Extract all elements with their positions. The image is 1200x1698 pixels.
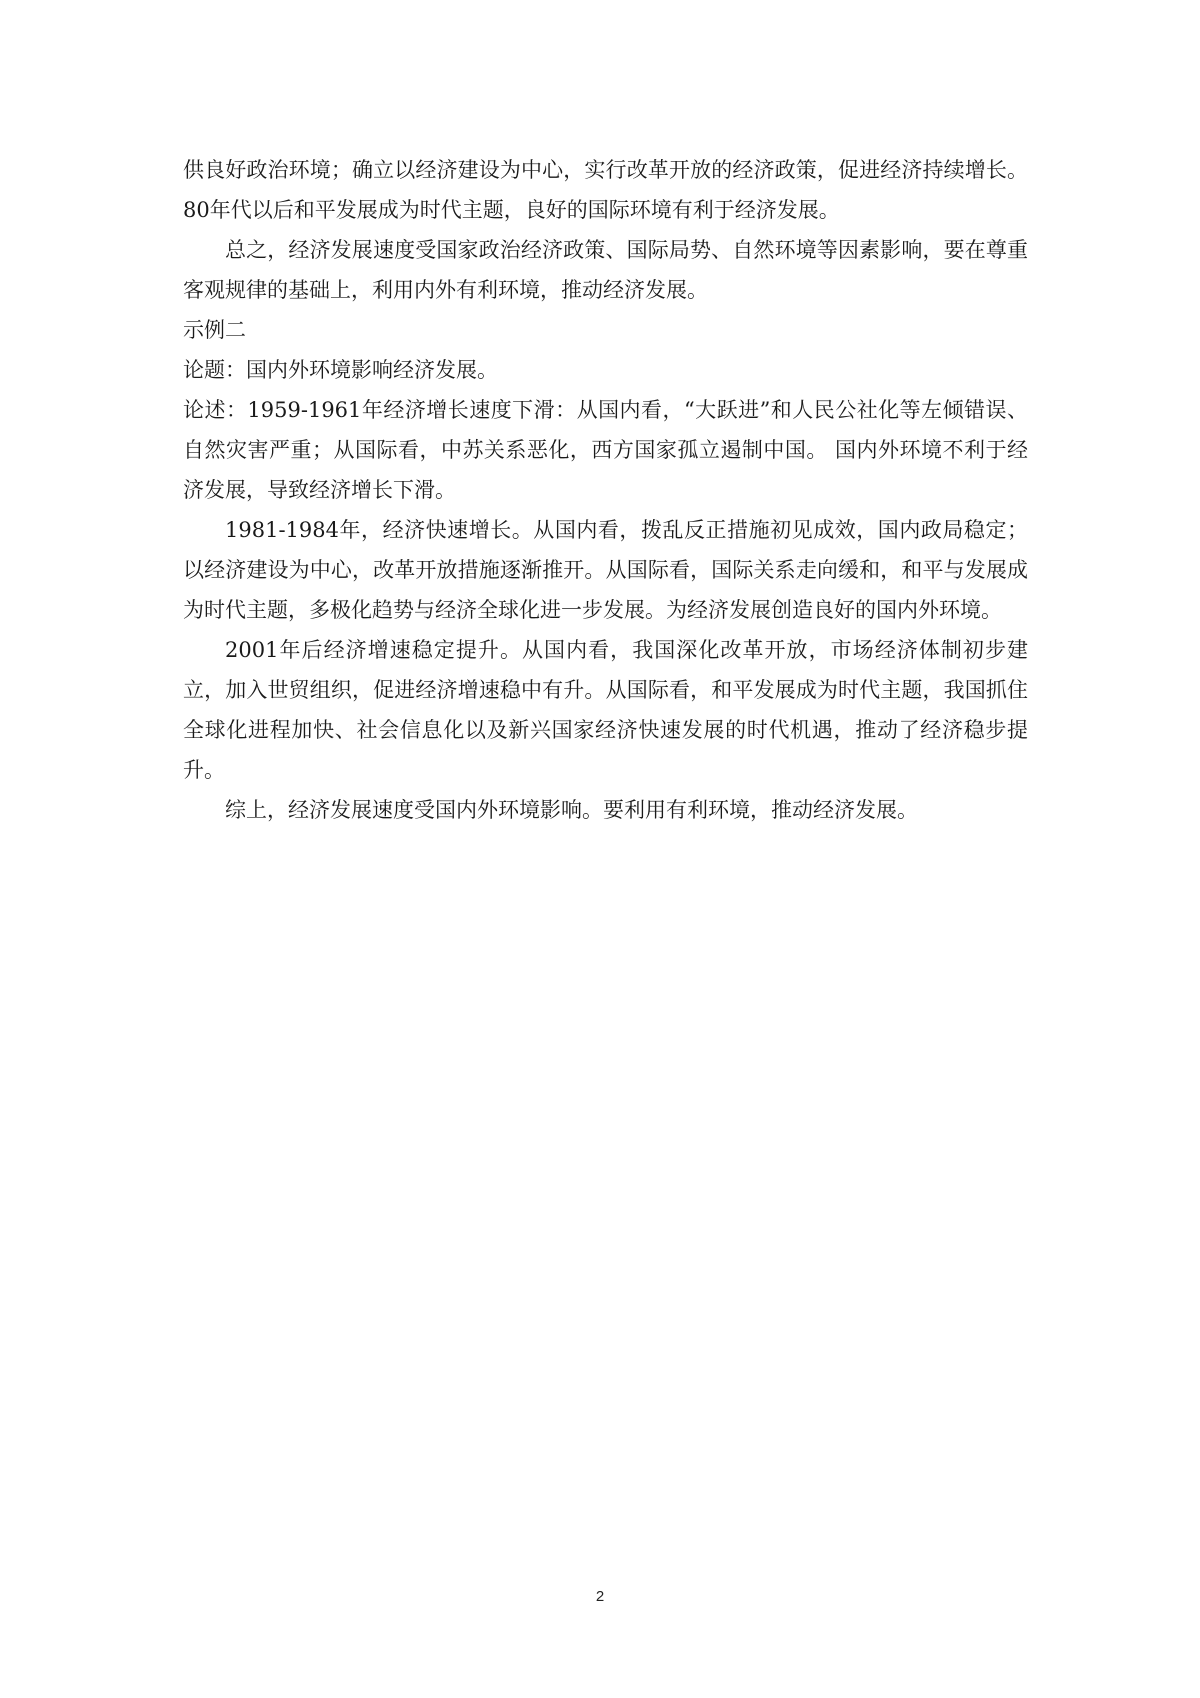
page-number: 2 [595,1588,605,1605]
argument-paragraph-1981: 1981-1984年，经济快速增长。从国内看，拨乱反正措施初见成效，国内政局稳定；以经济建设为中心，改革开放措施逐渐推开。从国际看，国际关系走向缓和，和平与发展成为时代主题，多极化趋势与经济全球化进一步发展。为经济发展创造良好的国内外环境。 [183,518,1028,622]
argument-paragraph-2001: 2001年后经济增速稳定提升。从国内看，我国深化改革开放，市场经济体制初步建立，加入世贸组织，促进经济增速稳中有升。从国际看，和平发展成为时代主题，我国抓住全球化进程加快、社会信息化以及新兴国家经济快速发展的时代机遇，推动了经济稳步提升。 [183,638,1028,782]
paragraph-continuation: 供良好政治环境；确立以经济建设为中心，实行改革开放的经济政策，促进经济持续增长。80年代以后和平发展成为时代主题，良好的国际环境有利于经济发展。 [183,158,1028,222]
paragraph-summary: 总之，经济发展速度受国家政治经济政策、国际局势、自然环境等因素影响，要在尊重客观规律的基础上，利用内外有利环境，推动经济发展。 [183,238,1028,302]
document-body [183,150,1028,830]
conclusion-paragraph: 综上，经济发展速度受国内外环境影响。要利用有利环境，推动经济发展。 [225,798,918,822]
argument-paragraph-1959: 论述：1959-1961年经济增长速度下滑：从国内看，“大跃进”和人民公社化等左倾错误、自然灾害严重；从国际看，中苏关系恶化，西方国家孤立遏制中国。 国内外环境不利于经济发展，导致经济增长下滑。 [183,398,1028,502]
example-heading: 示例二 [183,318,246,342]
thesis-statement: 论题：国内外环境影响经济发展。 [183,358,498,382]
